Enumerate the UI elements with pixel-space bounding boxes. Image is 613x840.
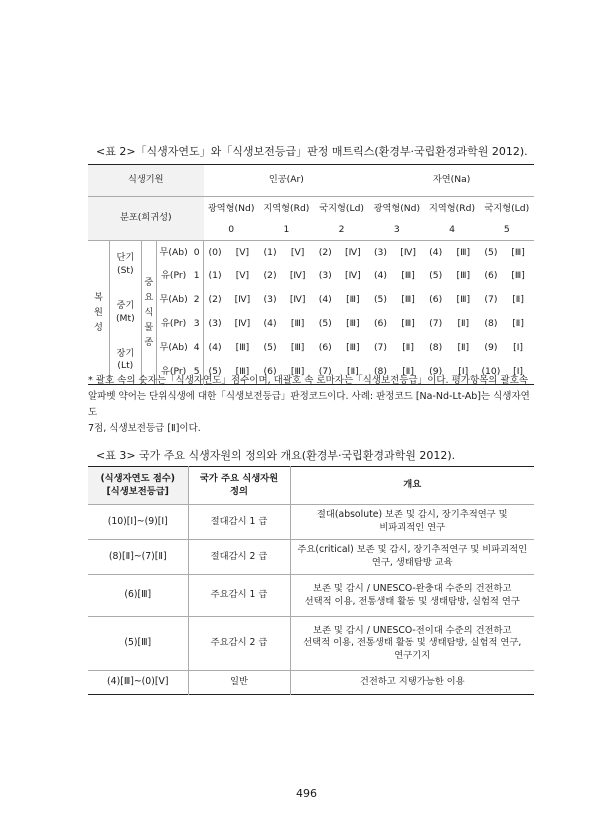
dist-type: 지역형(Rd) (263, 202, 310, 214)
naturalness-score: (8) (429, 342, 443, 354)
header-resource-definition: 국가 주요 식생자원 정의 (188, 467, 290, 505)
score-grade-cell: (6)[Ⅲ] (88, 575, 188, 617)
definition-cell: 절대감시 1 급 (188, 505, 290, 540)
naturalness-score: (5) (263, 342, 277, 354)
naturalness-score: (5) (318, 318, 332, 330)
naturalness-score: (2) (318, 246, 332, 258)
conservation-grade: [Ⅳ] (289, 294, 306, 306)
conservation-grade: [Ⅲ] (456, 246, 471, 258)
naturalness-score: (9) (484, 342, 498, 354)
conservation-grade: [Ⅱ] (457, 342, 470, 354)
dist-type: 국지형(Ld) (484, 202, 530, 214)
conservation-grade: [Ⅰ] (513, 366, 524, 378)
conservation-grade: [Ⅳ] (345, 270, 361, 282)
conservation-grade: [Ⅲ] (511, 270, 525, 282)
conservation-grade: [Ⅱ] (402, 366, 414, 378)
row-score: 3 (190, 313, 203, 337)
naturalness-score: (3) (373, 246, 387, 258)
table2-caption: <표 2>「식생자연도」와「식생보전등급」판정 매트릭스(환경부·국립환경과학원 2012). (96, 145, 528, 158)
naturalness-score: (7) (484, 294, 498, 306)
important-species-label: 중 요 식 물 종 (141, 241, 156, 385)
period-long: 장기 (Lt) (109, 337, 141, 385)
naturalness-score: (5) (484, 246, 498, 258)
species-presence: 무(Ab) (159, 246, 188, 258)
definition-cell: 주요감시 1 급 (188, 575, 290, 617)
naturalness-score: (4) (318, 294, 332, 306)
dist-score: 4 (449, 224, 455, 236)
conservation-grade: [Ⅲ] (401, 318, 415, 330)
naturalness-score: (6) (318, 342, 332, 354)
conservation-grade: [Ⅱ] (512, 294, 524, 306)
conservation-grade: [Ⅳ] (345, 246, 361, 258)
naturalness-score: (6) (429, 294, 443, 306)
species-presence: 유(Pr) (161, 318, 187, 330)
conservation-grade: [Ⅱ] (457, 318, 470, 330)
naturalness-score: (5) (373, 294, 387, 306)
conservation-grade: [Ⅳ] (234, 294, 251, 306)
conservation-grade: [Ⅲ] (401, 294, 415, 306)
row-score: 1 (190, 265, 203, 289)
species-presence: 무(Ab) (159, 342, 188, 354)
conservation-grade: [Ⅲ] (290, 342, 305, 354)
page-number: 496 (296, 787, 317, 800)
naturalness-score: (8) (484, 318, 498, 330)
row-score: 5 (190, 361, 203, 385)
conservation-grade: [Ⅲ] (401, 270, 415, 282)
dist-score: 0 (228, 224, 235, 236)
conservation-grade: [Ⅲ] (346, 342, 360, 354)
definition-cell: 주요감시 2 급 (188, 617, 290, 671)
header-overview: 개요 (403, 479, 422, 491)
conservation-grade: [Ⅲ] (290, 366, 305, 378)
conservation-grade: [Ⅰ] (458, 366, 469, 378)
conservation-grade: [Ⅲ] (511, 246, 525, 258)
naturalness-score: (5) (429, 270, 443, 282)
period-mid: 중기 (Mt) (109, 289, 141, 337)
period-short: 단기 (St) (109, 241, 141, 289)
overview-cell: 보존 및 감시 / UNESCO-완충대 수준의 건전하고 선택적 이용, 전통생태 활동 및 생태탐방, 실험적 연구 (304, 582, 520, 607)
conservation-grade: [Ⅳ] (289, 270, 306, 282)
conservation-grade: [Ⅴ] (290, 246, 305, 258)
naturalness-score: (4) (263, 318, 277, 330)
dist-type: 지역형(Rd) (429, 202, 476, 214)
header-natural: 자연(Na) (432, 174, 471, 186)
definition-cell: 절대감시 2 급 (188, 540, 290, 575)
overview-cell: 주요(critical) 보존 및 감시, 장기추적연구 및 비파괴적인 연구, 생태탐방 교육 (297, 544, 528, 568)
table2-footnote (88, 373, 538, 437)
footnote-line: * 괄호 속의 숫자는「식생자연도」점수이며, 대괄호 속 로마자는「식생보전등급」이다. 평가항목의 괄호속 (88, 375, 529, 386)
dist-score: 5 (503, 224, 510, 236)
conservation-grade: [Ⅲ] (456, 294, 471, 306)
header-artificial: 인공(Ar) (268, 174, 304, 186)
table3-caption: <표 3> 국가 주요 식생자원의 정의와 개요(환경부·국립환경과학원 2012). (96, 449, 456, 462)
conservation-grade: [Ⅳ] (234, 318, 251, 330)
naturalness-score: (3) (263, 294, 277, 306)
conservation-grade: [Ⅳ] (400, 246, 416, 258)
conservation-grade: [Ⅲ] (346, 294, 360, 306)
naturalness-score: (4) (208, 342, 222, 354)
naturalness-score: (4) (373, 270, 387, 282)
footnote-line: 7점, 식생보전등급 [Ⅱ]이다. (88, 423, 201, 434)
overview-cell: 절대(absolute) 보존 및 감시, 장기추적연구 및 비파괴적인 연구 (316, 509, 508, 533)
naturalness-score: (2) (208, 294, 222, 306)
dist-score: 2 (338, 224, 345, 236)
naturalness-score: (8) (373, 366, 387, 378)
score-grade-cell: (10)[Ⅰ]~(9)[Ⅰ] (88, 505, 188, 540)
naturalness-score: (1) (208, 270, 222, 282)
conservation-grade: [Ⅴ] (235, 270, 250, 282)
dist-score: 1 (283, 224, 290, 236)
conservation-grade: [Ⅲ] (290, 318, 305, 330)
naturalness-score: (6) (484, 270, 498, 282)
row-score: 4 (190, 337, 203, 361)
conservation-grade: [Ⅲ] (346, 318, 360, 330)
species-presence: 무(Ab) (159, 294, 188, 306)
vegetation-matrix-table (88, 164, 534, 385)
naturalness-score: (4) (429, 246, 443, 258)
conservation-grade: [Ⅲ] (235, 366, 250, 378)
definition-cell: 일반 (188, 671, 290, 695)
dist-type: 광역형(Nd) (207, 202, 255, 214)
dist-score: 3 (393, 224, 400, 236)
naturalness-score: (10) (481, 366, 501, 378)
naturalness-score: (6) (373, 318, 387, 330)
restoration-label: 복 원 성 (88, 241, 109, 385)
score-grade-cell: (4)[Ⅲ]~(0)[Ⅴ] (88, 671, 188, 695)
score-grade-cell: (5)[Ⅲ] (88, 617, 188, 671)
footnote-line: 알파벳 약어는 단위식생에 대한「식생보전등급」판정코드이다. 사례: 판정코드 [Na-Nd-Lt-Ab]는 식생자연도 (88, 391, 530, 418)
naturalness-score: (0) (208, 246, 222, 258)
overview-cell: 보존 및 감시 / UNESCO-전이대 수준의 건전하고 선택적 이용, 전통생태 활동 및 생태탐방, 실험적 연구, 연구기지 (303, 624, 522, 661)
naturalness-score: (1) (263, 246, 277, 258)
row-score: 0 (190, 241, 203, 265)
row-score: 2 (190, 289, 203, 313)
header-distribution: 분포(희귀성) (88, 197, 204, 241)
naturalness-score: (2) (263, 270, 277, 282)
header-vegetation-origin: 식생기원 (88, 165, 204, 197)
naturalness-score: (7) (318, 366, 332, 378)
conservation-grade: [Ⅱ] (347, 366, 359, 378)
conservation-grade: [Ⅱ] (402, 342, 414, 354)
score-grade-cell: (8)[Ⅱ]~(7)[Ⅱ] (88, 540, 188, 575)
naturalness-score: (7) (429, 318, 443, 330)
conservation-grade: [Ⅴ] (235, 246, 250, 258)
naturalness-score: (7) (373, 342, 387, 354)
naturalness-score: (5) (208, 366, 222, 378)
naturalness-score: (3) (318, 270, 332, 282)
overview-cell: 건전하고 지탱가능한 이용 (359, 676, 465, 688)
naturalness-score: (9) (429, 366, 443, 378)
dist-type: 국지형(Ld) (319, 202, 364, 214)
naturalness-score: (3) (208, 318, 222, 330)
vegetation-resource-table (88, 466, 534, 695)
conservation-grade: [Ⅲ] (456, 270, 471, 282)
species-presence: 유(Pr) (161, 270, 187, 282)
species-presence: 유(Pr) (161, 366, 187, 378)
conservation-grade: [Ⅲ] (235, 342, 250, 354)
dist-type: 광역형(Nd) (373, 202, 421, 214)
conservation-grade: [Ⅰ] (513, 342, 524, 354)
naturalness-score: (6) (263, 366, 277, 378)
header-score-grade: (식생자연도 점수) [식생보전등급] (88, 467, 188, 505)
conservation-grade: [Ⅱ] (512, 318, 524, 330)
